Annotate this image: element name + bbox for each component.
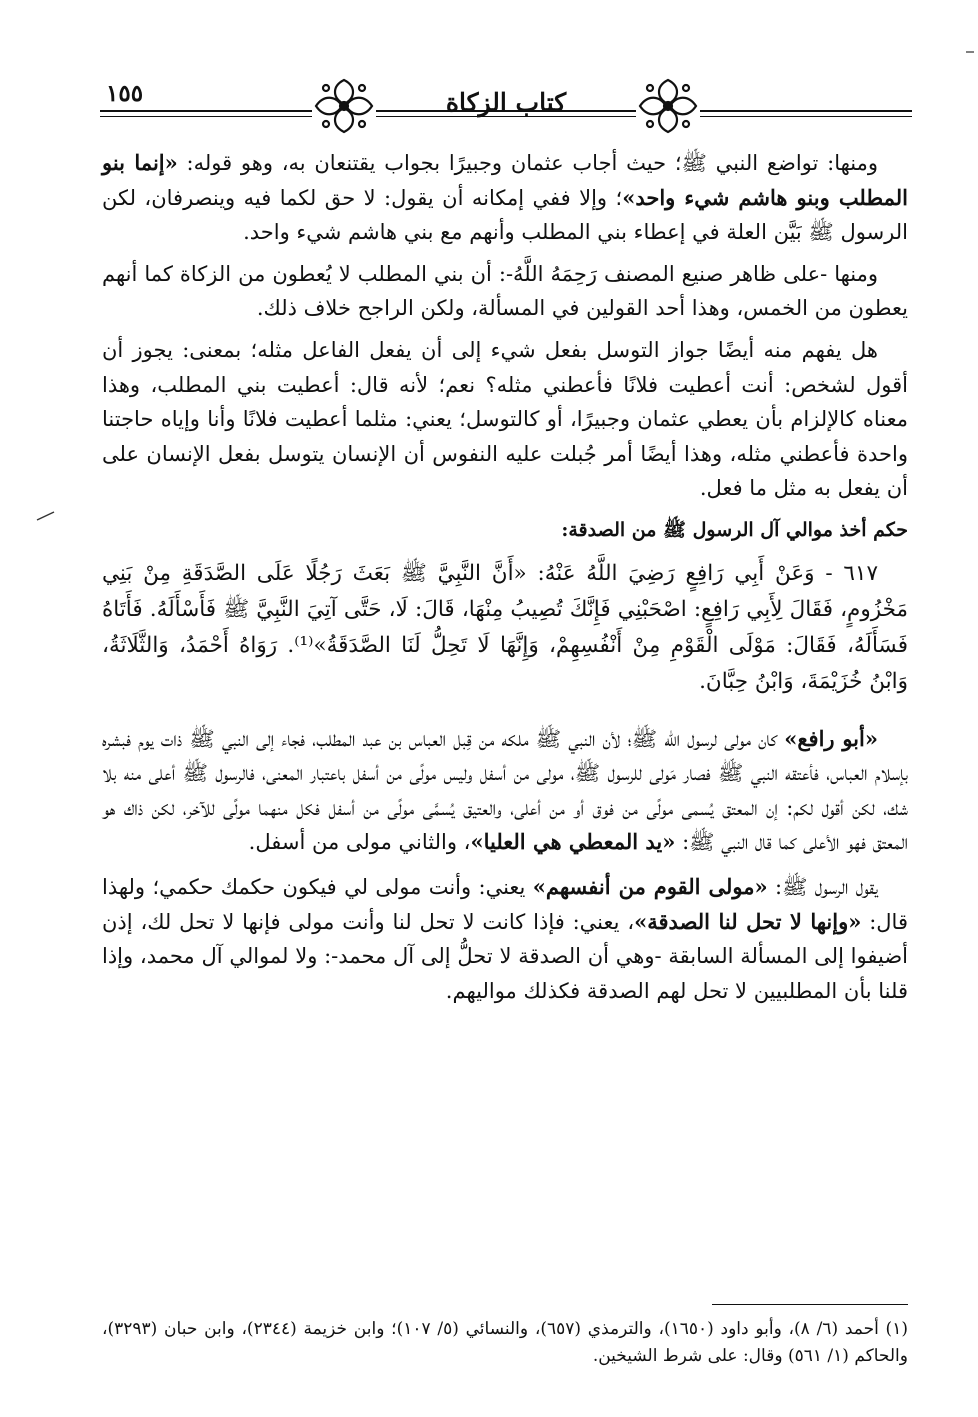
hadith-quote: «إنما بنو المطلب وبنو هاشم شيء واحد» — [102, 150, 908, 210]
footnotes — [102, 1316, 908, 1370]
paragraph-5: يقول الرسول ﷺ: «مولى القوم من أنفسهم» يعني: وأنت مولى لي فيكون حكمك حكمي؛ ولهذا قال: «وإنها لا تحل لنا الصدقة»، يعني: فإذا كانت لا تحل لنا وأنت مولى فإنها لا تحل لك، إذن أضيفوا إلى المسألة السابقة -وهي أن الصدقة لا تحلُّ إلى آل محمد-: ولا لموالي آل محمد، وإذا قلنا بأن المطلبيين لا تحل لهم الصدقة فكذلك مواليهم. — [102, 873, 908, 1003]
hadith-quote: «مولى القوم من أنفسهم» — [532, 873, 768, 899]
hadith-quote: «وإنها لا تحل لنا الصدقة» — [634, 908, 862, 934]
page-body — [102, 146, 908, 1015]
page-number: ١٥٥ — [106, 80, 144, 107]
section-heading: حكم أخذ موالي آل الرسول ﷺ من الصدقة: — [561, 518, 908, 541]
hadith-text: ٦١٧ - وَعَنْ أَبِي رَافِعٍ رَضِيَ اللَّهُ عَنْهُ: «أَنَّ النَّبِيَّ ﷺ بَعَثَ رَجُلًا عَلَى الصَّدَقَةِ مِنْ بَنِي مَخْزُومٍ، فَقَالَ لِأَبِي رَافِعٍ: اصْحَبْنِي فَإِنَّكَ تُصِيبُ مِنْهَا، قَالَ: لَا، حَتَّى آتِيَ النَّبِيَّ ﷺ فَأَسْأَلَهُ. فَأَتَاهُ فَسَأَلَهُ، فَقَالَ: مَوْلَى الْقَوْمِ مِنْ أَنْفُسِهِمْ، وَإِنَّهَا لَا تَحِلُّ لَنَا الصَّدَقَةُ»⁽¹⁾. رَوَاهُ أَحْمَدُ، وَالثَّلَاثَةُ، وَابْنُ خُزَيْمَةَ، وَابْنُ حِبَّانَ. — [102, 560, 908, 694]
page-title: كتاب الزكاة — [445, 88, 567, 117]
arabesque-ornament-icon — [312, 76, 376, 136]
page-header — [100, 76, 912, 138]
paragraph-2: ومنها -على ظاهر صنيع المصنف رَحِمَهُ اللَّهُ-: أن بني المطلب لا يُعطون من الزكاة كما أنهم يعطون من الخمس، وهذا أحد القولين في المسألة، ولكن الراجح خلاف ذلك. — [102, 261, 908, 321]
page-edge-mark — [965, 42, 975, 52]
paragraph-1: ومنها: تواضع النبي ﷺ؛ حيث أجاب عثمان وجبيرًا بجواب يقتنعان به، وهو قوله: «إنما بنو المطلب وبنو هاشم شيء واحد»؛ وإلا ففي إمكانه أن يقول: لا حق لكما فيه وينصرفان، لكن الرسول ﷺ بَيَّن العلة في إعطاء بني المطلب وأنهم مع بني هاشم شيء واحد. — [102, 150, 908, 245]
paragraph-4: «أبو رافع» كان مولى لرسول الله ﷺ؛ لأن النبي ﷺ ملكه من قِبل العباس بن عبد المطلب، فجاء إلى النبي ﷺ ذات يوم فبشره بإسلام العباس، فأعتقه النبي ﷺ فصار مَولى للرسول ﷺ، مولى من أسفل وليس مولًى من أسفل باعتبار المعنى، فالرسول ﷺ أعلى منه بلا شك، لكن أقول لكم: إن المعتق يُسمى مولًى من فوق أو من أعلى، والعتيق يُسمَّى مولًى من أسفل فكل منهما مولًى للآخر، لكن ذاك هو المعتق فهو الأعلى كما قال النبي ﷺ: «يد المعطي هي العليا»، والثاني مولى من أسفل. — [102, 725, 908, 855]
footnote-1: (١) أحمد (٦/ ٨)، وأبو داود (١٦٥٠)، والترمذي (٦٥٧)، والنسائي (٥/ ١٠٧)؛ وابن خزيمة (٢٣٤٤)، وابن حبان (٣٢٩٣)، والحاكم (١/ ٥٦١) وقال: على شرط الشيخين. — [102, 1319, 908, 1366]
margin-pen-mark — [36, 507, 56, 519]
paragraph-3: هل يفهم منه أيضًا جواز التوسل بفعل شيء إلى أن يفعل الفاعل مثله؛ بمعنى: يجوز أن أقول لشخص: أنت أعطيت فلانًا فأعطني مثله؟ نعم؛ لأنه قال: أعطيت بني المطلب، وهذا معناه كالإلزام بأن يعطي عثمان وجبيرًا، أو كالتوسل؛ يعني: مثلما أعطيت فلانًا وأنا وإياه حاجتنا واحدة فأعطني مثله، وهذا أيضًا أمر جُبلت عليه النفوس أن الإنسان يتوسل بفعل الإنسان على أن يفعل به مثل ما فعل. — [102, 337, 908, 501]
arabesque-ornament-icon — [636, 76, 700, 136]
narrator-name: «أبو رافع» — [784, 725, 878, 751]
hadith-quote: «يد المعطي هي العليا» — [470, 829, 676, 855]
footnote-separator — [712, 1304, 908, 1305]
